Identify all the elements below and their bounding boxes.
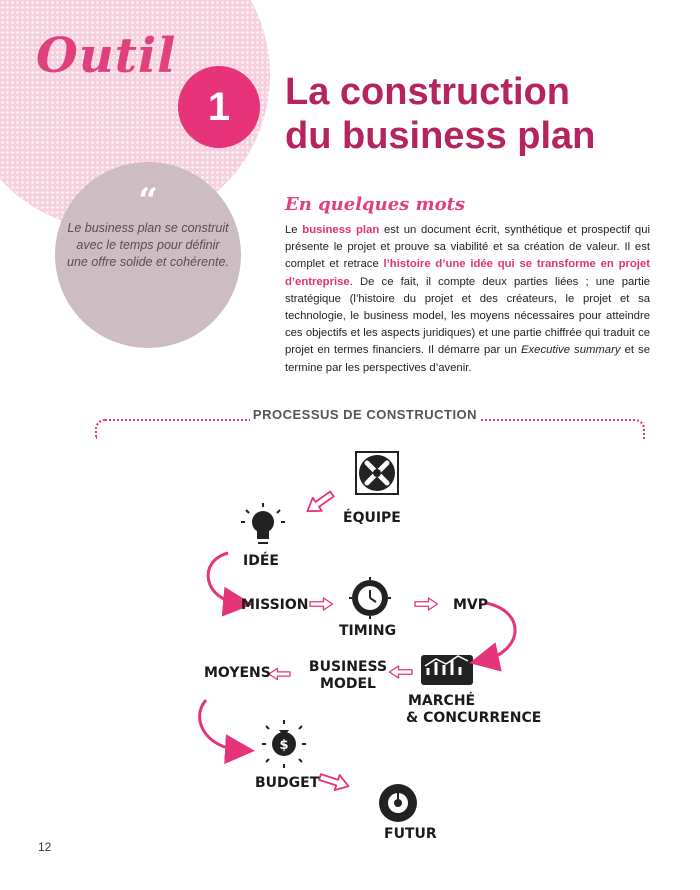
- team-hands-icon: [356, 452, 398, 494]
- arrow-mission-to-timing: [310, 598, 333, 610]
- page-number: 12: [38, 840, 52, 854]
- curve-moyens-to-budget: [200, 700, 240, 750]
- quote-mark: “: [138, 181, 158, 221]
- step-mvp: MVP: [453, 597, 489, 613]
- chapter-number: 1: [178, 66, 260, 148]
- arrow-budget-to-futur: [318, 769, 351, 793]
- para-text: Le: [285, 224, 303, 236]
- step-business-model: [308, 659, 388, 693]
- title-line-1: La construction: [285, 71, 571, 113]
- tool-label: Outil: [36, 28, 177, 84]
- step-marche-line2: & CONCURRENCE: [406, 710, 542, 726]
- step-budget: BUDGET: [255, 775, 320, 791]
- step-marche: [406, 693, 541, 727]
- curve-mvp-to-marche: [484, 603, 515, 660]
- para-italic: Executive summary: [521, 344, 621, 357]
- process-title: PROCESSUS DE CONSTRUCTION: [250, 407, 480, 422]
- arrow-timing-to-mvp: [415, 598, 438, 610]
- para-text: et se termine par les perspectives d’avenir.: [285, 344, 650, 374]
- step-business-line1: BUSINESS: [308, 659, 388, 675]
- arrow-business-to-moyens: [269, 668, 290, 679]
- title-line-2: du business plan: [285, 115, 596, 157]
- step-business-line2: MODEL: [320, 676, 376, 692]
- money-bag-icon: [262, 720, 306, 768]
- future-wheel-icon: [379, 784, 417, 822]
- step-futur: FUTUR: [384, 826, 437, 842]
- clock-icon: [349, 577, 391, 619]
- step-moyens: MOYENS: [204, 665, 271, 681]
- svg-text:$: $: [279, 738, 289, 753]
- curve-idee-to-mission: [208, 553, 238, 603]
- market-chart-icon: [421, 655, 473, 685]
- step-marche-line1: MARCHÉ: [408, 693, 476, 709]
- para-text: est un document écrit, synthétique et prospectif qui présente le projet et prouve sa viabilité et sa création de valeur. Il est complet et retrace: [285, 224, 650, 271]
- step-equipe: ÉQUIPE: [343, 510, 401, 526]
- step-idee: IDÉE: [243, 553, 279, 569]
- quote-text: Le business plan se construit avec le temps pour définir une offre solide et cohérente.: [67, 221, 229, 269]
- step-mission: MISSION: [241, 597, 309, 613]
- para-highlight: business plan: [302, 224, 380, 236]
- arrow-marche-to-business: [390, 666, 413, 678]
- step-timing: TIMING: [339, 623, 397, 639]
- para-text: . De ce fait, il compte deux parties liées ; une partie stratégique (l’histoire du projet et des créateurs, le projet et sa technologie, le business model, les moyens nécessaires pour atteindre ces objectifs et les aspects juridiques) et une partie chiffrée qui traduit ce projet en termes financiers. Il démarre par un: [285, 275, 650, 357]
- lightbulb-icon: [241, 503, 285, 543]
- summary-heading: En quelques mots: [285, 194, 466, 215]
- arrow-equipe-to-idee: [303, 487, 337, 517]
- para-highlight: l’histoire d’une idée qui se transforme en projet d’entreprise: [285, 258, 650, 288]
